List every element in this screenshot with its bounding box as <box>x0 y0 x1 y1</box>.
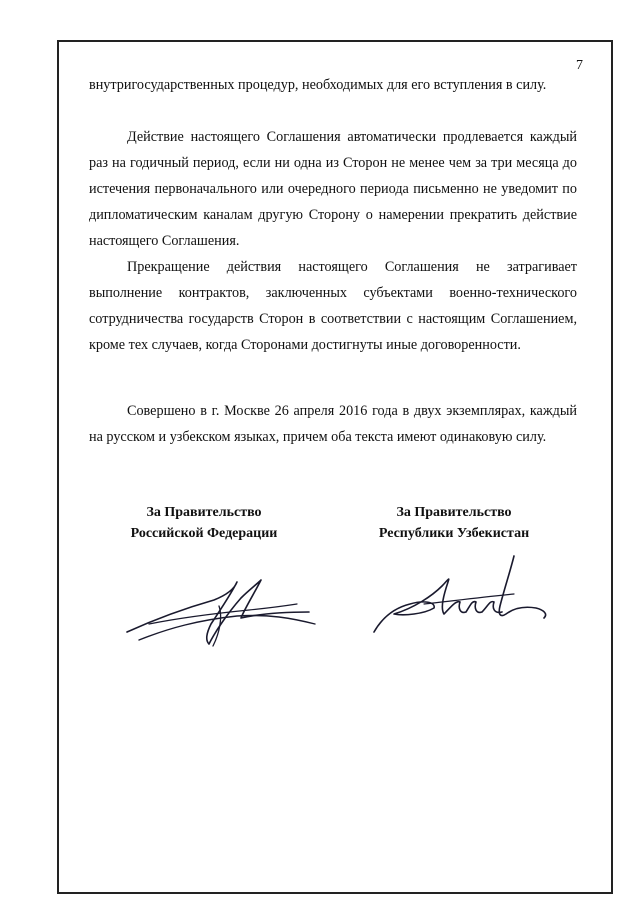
paragraph-text: Действие настоящего Соглашения автоматически продлевается каждый раз на годичный период, если ни одна из Сторон не менее чем за три месяца до истечения первоначального или очередного периода письменно не уведомит по дипломатическим каналам другую Сторону о намерении прекратить действие настоящего Соглашения. <box>89 129 577 249</box>
paragraph-continuation <box>89 72 577 98</box>
document-page <box>57 40 613 894</box>
signatory-russia <box>119 502 289 544</box>
signatory-line1: За Правительство <box>396 505 512 520</box>
signatory-line2: Республики Узбекистан <box>378 526 530 541</box>
paragraph-auto-renewal <box>89 124 577 254</box>
paragraph-done-at <box>89 398 577 450</box>
handwritten-signature-icon <box>364 542 554 642</box>
paragraph-text: Прекращение действия настоящего Соглашения не затрагивает выполнение контрактов, заключенных субъектами военно-технического сотрудничества государств Сторон в соответствии с настоящим Соглашением, кроме тех случаев, когда Сторонами достигнуты иные договоренности. <box>89 259 577 353</box>
paragraph-text: внутригосударственных процедур, необходимых для его вступления в силу. <box>89 77 547 93</box>
handwritten-signature-icon <box>119 562 319 652</box>
paragraph-termination <box>89 254 577 358</box>
paragraph-text: Совершено в г. Москве 26 апреля 2016 года в двух экземплярах, каждый на русском и узбекском языках, причем оба текста имеют одинаковую силу. <box>89 403 577 445</box>
signatory-line1: За Правительство <box>146 505 262 520</box>
signatory-uzbekistan <box>359 502 549 544</box>
signatory-line2: Российской Федерации <box>130 526 278 541</box>
page-number: 7 <box>576 58 583 73</box>
